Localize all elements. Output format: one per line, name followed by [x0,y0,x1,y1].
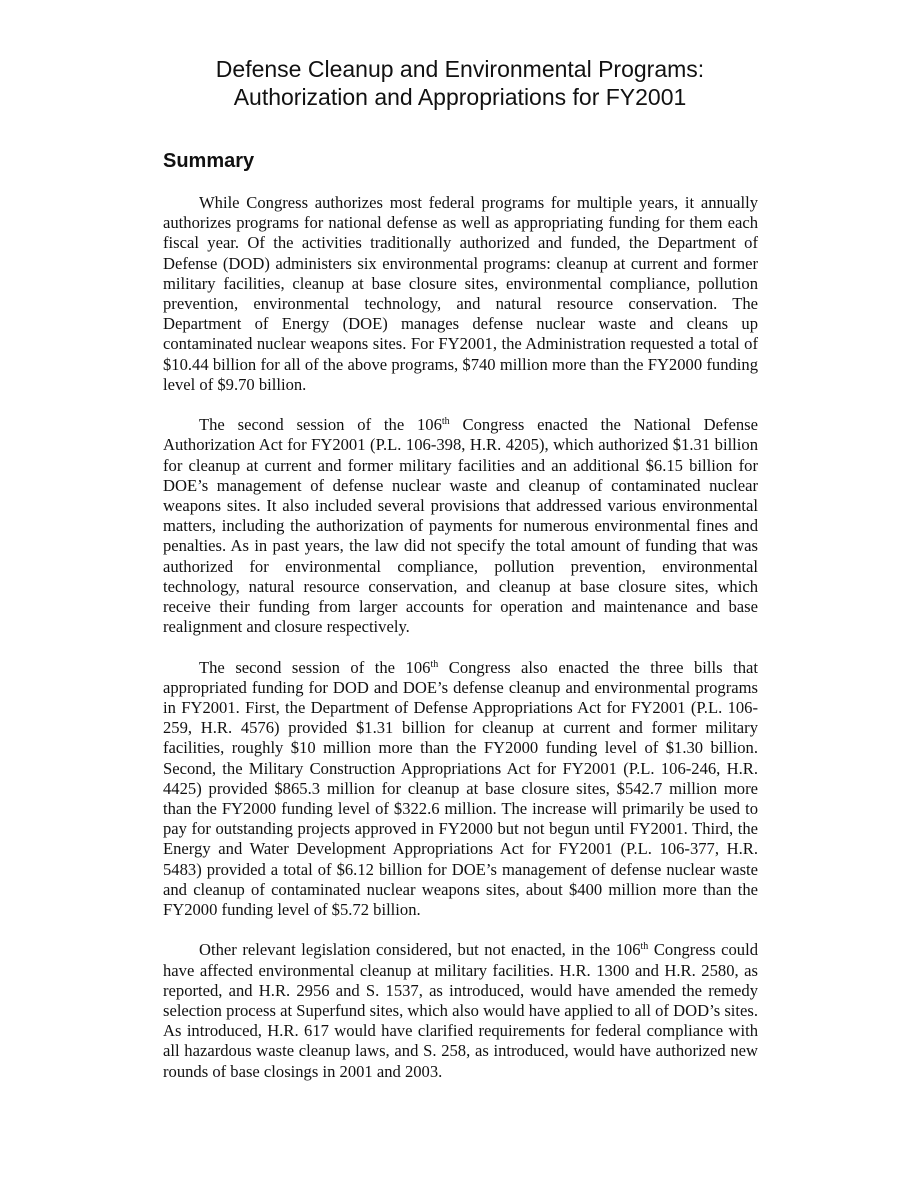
paragraph-3 [163,658,758,921]
paragraph-2 [163,415,758,637]
paragraph-1: While Congress authorizes most federal programs for multiple years, it annually authorizes programs for national defense as well as appropriating funding for them each fiscal year. Of the activities traditionally authorized and funded, the Department of Defense (DOD) administers six environmental programs: cleanup at current and former military facilities, cleanup at base closure sites, environmental compliance, pollution prevention, environmental technology, and natural resource conservation. The Department of Energy (DOE) manages defense nuclear waste and cleans up contaminated nuclear weapons sites. For FY2001, the Administration requested a total of $10.44 billion for all of the above programs, $740 million more than the FY2000 funding level of $9.70 billion. [163,193,758,394]
paragraph-4 [163,940,758,1081]
title-line-2: Authorization and Appropriations for FY2001 [233,84,687,110]
paragraph-2-text: The second session of the 106 [199,415,442,435]
document-body [163,193,758,1102]
section-heading: Summary [163,150,255,172]
paragraph-2-text-cont: Congress enacted the National Defense Authorization Act for FY2001 (P.L. 106-398, H.R. 4205), which authorized $1.31 billion for cleanup at current and former military facilities and an additional $6.15 billion for DOE’s management of defense nuclear waste and cleanup of contaminated nuclear weapons sites. It also included several provisions that addressed various environmental matters, including the authorization of payments for numerous environmental fines and penalties. As in past years, the law did not specify the total amount of funding that was authorized for environmental compliance, pollution prevention, environmental technology, natural resource conservation, and cleanup at base closure sites, which receive their funding from larger accounts for operation and maintenance and base realignment and closure respectively. [163,415,758,637]
ordinal-superscript: th [441,416,450,428]
title-line-1: Defense Cleanup and Environmental Programs: [215,56,705,82]
paragraph-3-text: The second session of the 106 [199,657,431,677]
paragraph-4-text-cont: Congress could have affected environmental cleanup at military facilities. H.R. 1300 and H.R. 2580, as reported, and H.R. 2956 and S. 1537, as introduced, would have amended the remedy selection process at Superfund sites, which also would have applied to all of DOD’s sites. As introduced, H.R. 617 would have clarified requirements for federal compliance with all hazardous waste cleanup laws, and S. 258, as introduced, would have authorized new rounds of base closings in 2001 and 2003. [163,940,759,1081]
paragraph-3-text-cont: Congress also enacted the three bills that appropriated funding for DOD and DOE’s defense cleanup and environmental programs in FY2001. First, the Department of Defense Appropriations Act for FY2001 (P.L. 106-259, H.R. 4576) provided $1.31 billion for cleanup at current and former military facilities, roughly $10 million more than the FY2000 funding level of $1.30 billion. Second, the Military Construction Appropriations Act for FY2001 (P.L. 106-246, H.R. 4425) provided $865.3 million for cleanup at base closure sites, $542.7 million more than the FY2000 funding level of $322.6 million. The increase will primarily be used to pay for outstanding projects approved in FY2000 but not begun until FY2001. Third, the Energy and Water Development Appropriations Act for FY2001 (P.L. 106-377, H.R. 5483) provided a total of $6.12 billion for DOE’s management of defense nuclear waste and cleanup of contaminated nuclear weapons sites, about $400 million more than the FY2000 funding level of $5.72 billion. [163,657,758,920]
ordinal-superscript: th [640,941,649,953]
ordinal-superscript: th [430,658,439,670]
document-title [100,55,820,111]
paragraph-4-text: Other relevant legislation considered, but not enacted, in the 106 [199,940,641,960]
